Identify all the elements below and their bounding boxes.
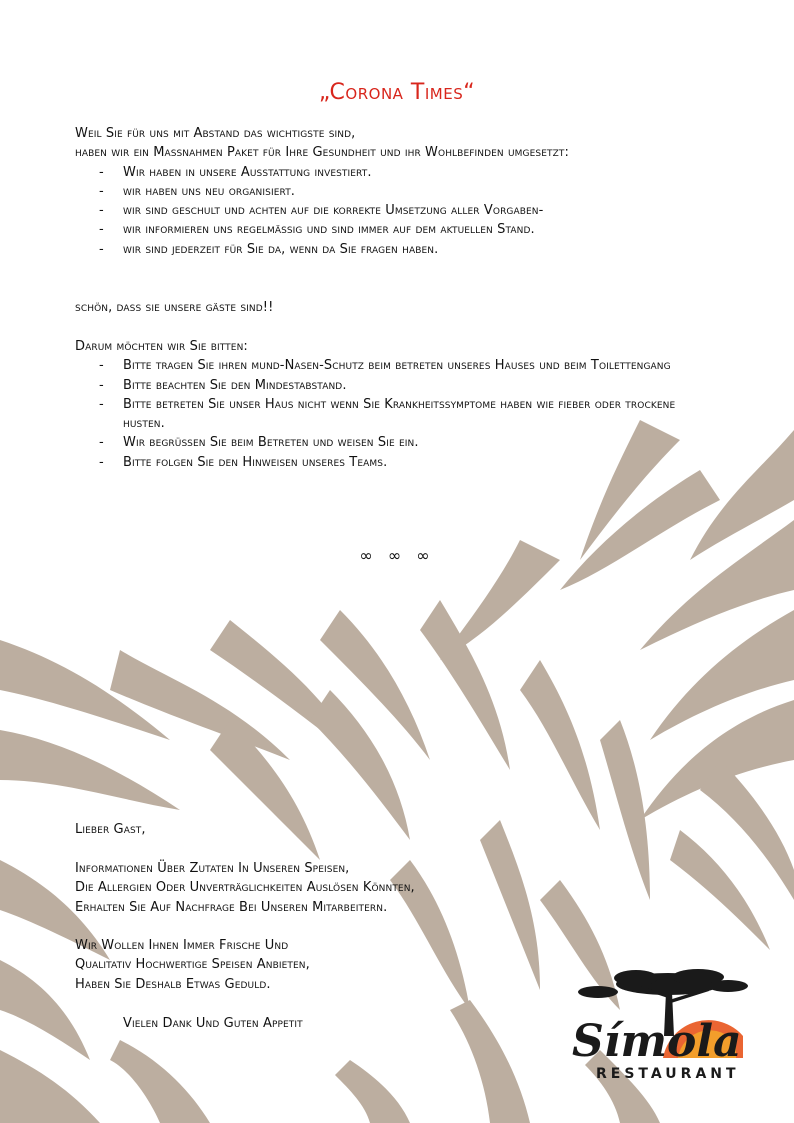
intro-list-item: - wir sind jederzeit für Sie da, wenn da Sie fragen haben. (99, 240, 725, 259)
request-list-item: - Bitte folgen Sie den Hinweisen unseres Teams. (99, 453, 699, 472)
request-list-item: - Bitte betreten Sie unser Haus nicht wenn Sie Krankheitssymptome haben wie fieber oder trockene husten. (99, 395, 699, 434)
intro-list-item: - wir sind geschult und achten auf die korrekte Umsetzung aller Vorgaben- (99, 201, 725, 220)
intro-section (75, 124, 725, 259)
intro-list-item: - Wir haben in unsere Ausstattung investiert. (99, 163, 725, 182)
intro-list-item: - wir haben uns neu organisiert. (99, 182, 725, 201)
request-section (75, 337, 725, 472)
guest-line: schön, dass sie unsere gäste sind!! (75, 300, 274, 315)
intro-list (75, 163, 725, 259)
allergen-line: Erhalten Sie Auf Nachfrage Bei Unseren Mitarbeitern. (75, 899, 388, 915)
request-list-item: - Bitte tragen Sie ihren mund-Nasen-Schutz beim betreten unseres Hauses und beim Toilettengang (99, 356, 699, 375)
allergen-line: Die Allergien Oder Unverträglichkeiten Auslösen Könnten, (75, 880, 415, 896)
freshness-line: Wir Wollen Ihnen Immer Frische Und (75, 938, 289, 953)
infinity-separator: ∞ ∞ ∞ (359, 546, 435, 565)
request-heading: Darum möchten wir Sie bitten: (75, 339, 248, 354)
request-list-item: - Bitte beachten Sie den Mindestabstand. (99, 376, 699, 395)
logo-wordmark: Símola (572, 1016, 742, 1067)
intro-list-item: - wir informieren uns regelmäßig und sind immer auf dem aktuellen Stand. (99, 220, 725, 239)
allergen-line: Informationen Über Zutaten In Unseren Speisen, (75, 861, 350, 876)
allergen-paragraph (75, 859, 725, 917)
logo-restaurant-text: RESTAURANT (596, 1066, 740, 1082)
simola-restaurant-logo (568, 958, 754, 1086)
freshness-line: Haben Sie Deshalb Etwas Geduld. (75, 976, 271, 992)
freshness-line: Qualitativ Hochwertige Speisen Anbieten, (75, 957, 310, 973)
request-list-item: - Wir begrüßen Sie beim Betreten und weisen Sie ein. (99, 433, 699, 452)
page-title: „Corona Times“ (318, 80, 476, 105)
request-list (75, 356, 699, 472)
intro-line-2: haben wir ein Maßnahmen Paket für Ihre Gesundheit und ihr Wohlbefinden umgesetzt: (75, 145, 569, 161)
letter-greeting: Lieber Gast, (75, 822, 146, 837)
intro-line-1: Weil Sie für uns mit Abstand das wichtigste sind, (75, 126, 356, 141)
closing-line: Vielen Dank Und Guten Appetit (123, 1016, 303, 1031)
